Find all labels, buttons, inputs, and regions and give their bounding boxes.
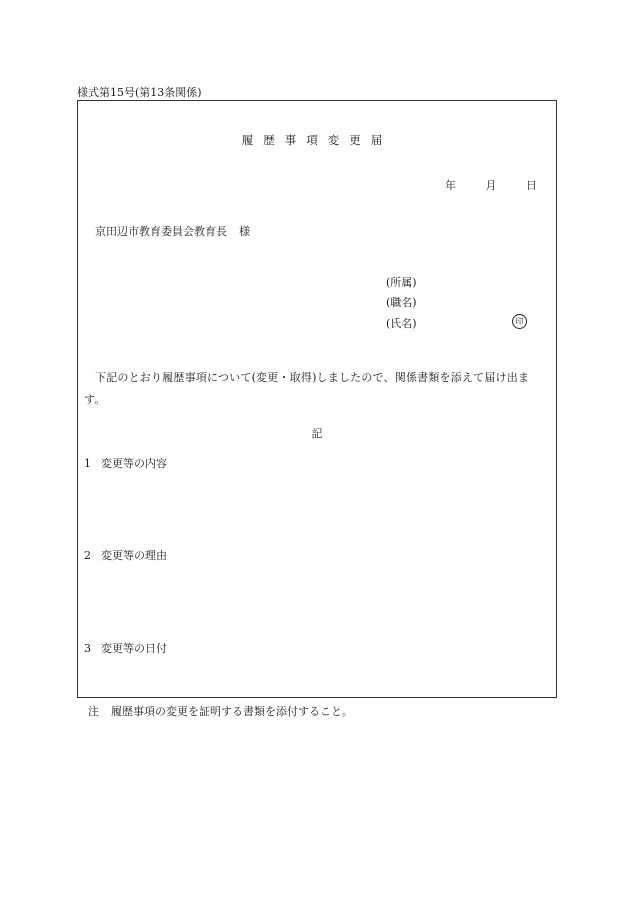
- name-label: (氏名): [386, 317, 417, 330]
- date-line: [445, 177, 537, 193]
- note-text: 履歴事項の変更を証明する書類を添付すること。: [111, 705, 353, 718]
- position-label: (職名): [386, 296, 417, 309]
- affiliation-label: (所属): [386, 276, 417, 289]
- addressee-name: 京田辺市教育委員会教育長: [95, 225, 227, 238]
- item-number: 1: [84, 457, 91, 470]
- statement-text: 下記のとおり履歴事項について(変更・取得)しましたので、関係書類を添えて届け出ます。: [84, 371, 530, 406]
- item-label: 変更等の理由: [101, 549, 167, 562]
- item-contents: [84, 455, 167, 471]
- seal-mark: 印: [512, 314, 527, 329]
- item-number: 2: [84, 549, 91, 562]
- addressee: [95, 223, 250, 239]
- date-month-label: 月: [485, 179, 497, 192]
- item-reason: [84, 547, 167, 563]
- note: [88, 703, 353, 719]
- item-label: 変更等の日付: [101, 642, 167, 655]
- form-number: 様式第15号(第13条関係): [77, 86, 202, 99]
- note-label: 注: [88, 705, 99, 718]
- item-date: [84, 640, 167, 656]
- date-year-label: 年: [445, 179, 456, 192]
- date-day-label: 日: [526, 179, 537, 192]
- item-label: 変更等の内容: [101, 457, 167, 470]
- form-box: [77, 100, 557, 698]
- ki-heading: 記: [311, 427, 323, 440]
- item-number: 3: [84, 642, 91, 655]
- addressee-honorific: 様: [239, 225, 250, 238]
- document-title: 履歴事項変更届: [241, 133, 393, 147]
